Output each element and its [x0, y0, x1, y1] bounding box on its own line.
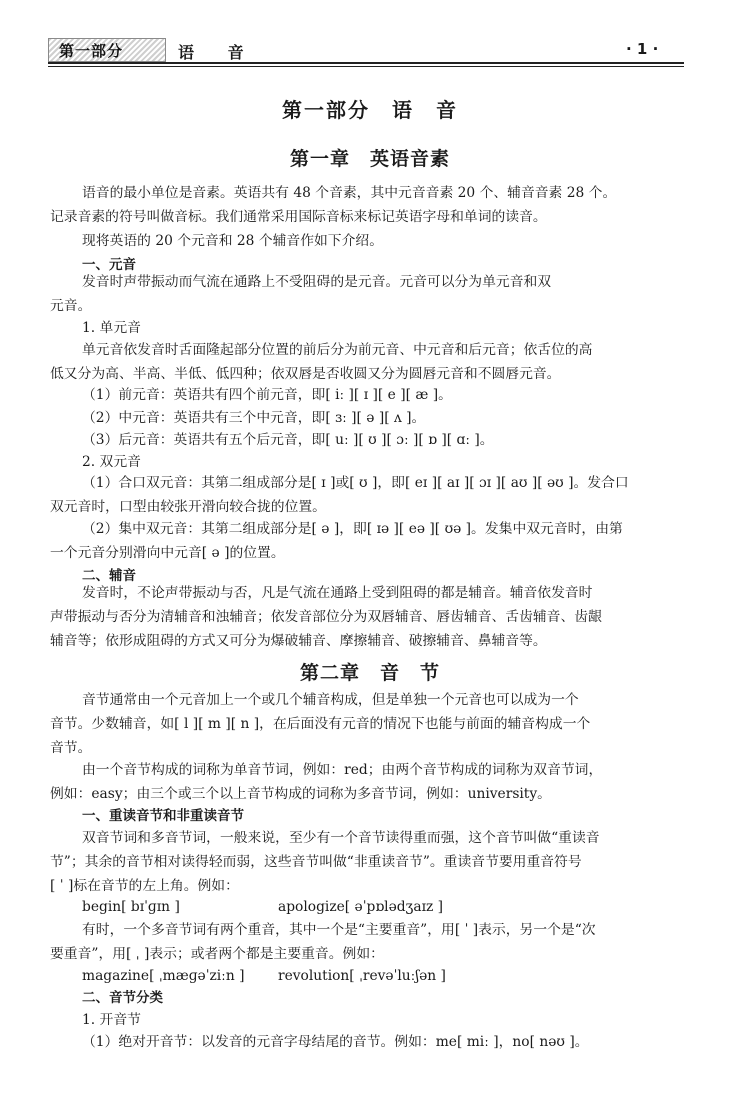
page-number: · 1 · [626, 40, 659, 58]
chapter-2-title: 第二章 音 节 [299, 662, 440, 684]
section-heading: 二、辅音 [82, 568, 136, 584]
body-line: （2）中元音：英语共有三个中元音，即[ ɜː ][ ə ][ ʌ ]。 [82, 410, 426, 426]
section-heading: 二、音节分类 [82, 990, 163, 1006]
header-rule-thin [48, 66, 684, 67]
body-line: （3）后元音：英语共有五个后元音，即[ uː ][ ʊ ][ ɔː ][ ɒ ][ ɑː ]。 [82, 432, 494, 448]
subsection-heading: 1. 开音节 [82, 1012, 141, 1028]
example-word: begin[ bɪˈɡɪn ] [82, 899, 180, 915]
example-word: apologize[ əˈpɒlədʒaɪz ] [278, 899, 444, 915]
section-heading: 一、重读音节和非重读音节 [82, 808, 244, 824]
body-line: 例如：easy；由三个或三个以上音节构成的词称为多音节词，例如：university。 [50, 786, 551, 802]
example-word: magazine[ ˌmæɡəˈziːn ] [82, 968, 245, 984]
body-line: （1）前元音：英语共有四个前元音，即[ iː ][ ɪ ][ e ][ æ ]。 [82, 387, 452, 403]
body-line: 记录音素的符号叫做音标。我们通常采用国际音标来标记英语字母和单词的读音。 [50, 209, 547, 225]
body-line: 要重音”，用[ ˌ ]表示；或者两个都是主要重音。例如： [50, 946, 384, 962]
body-line: 发音时声带振动而气流在通路上不受阻碍的是元音。元音可以分为单元音和双 [82, 274, 552, 290]
body-line: 音节。 [50, 740, 92, 756]
body-line: （2）集中双元音：其第二组成部分是[ ə ]，即[ ɪə ][ eə ][ ʊə ]。发集中双元音时，由第 [82, 521, 623, 537]
example-word: revolution[ ˌrevəˈluːʃən ] [278, 968, 446, 984]
running-header-tab-label: 第一部分 [59, 42, 124, 60]
body-line: 一个元音分别滑向中元音[ ə ]的位置。 [50, 545, 285, 561]
running-header-tab [48, 38, 166, 62]
subsection-heading: 2. 双元音 [82, 454, 141, 470]
body-line: [ ˈ ]标在音节的左上角。例如： [50, 878, 239, 894]
body-line: 音节。少数辅音，如[ l ][ m ][ n ]，在后面没有元音的情况下也能与前面的辅音构成一个 [50, 716, 591, 732]
body-line: 辅音等；依形成阻碍的方式又可分为爆破辅音、摩擦辅音、破擦辅音、鼻辅音等。 [50, 633, 547, 649]
subsection-heading: 1. 单元音 [82, 320, 141, 336]
body-line: 由一个音节构成的词称为单音节词，例如：red；由两个音节构成的词称为双音节词， [82, 762, 603, 778]
body-line: （1）绝对开音节：以发音的元音字母结尾的音节。例如：me[ miː ]，no[ nəʊ ]。 [82, 1034, 589, 1050]
body-line: 语音的最小单位是音素。英语共有 48 个音素，其中元音音素 20 个、辅音音素 28 个。 [82, 185, 617, 201]
header-rule-thick [48, 62, 684, 64]
chapter-1-title: 第一章 英语音素 [289, 148, 450, 170]
body-line: 双元音时，口型由较张开滑向较合拢的位置。 [50, 499, 326, 515]
body-line: 元音。 [50, 298, 92, 314]
body-line: 低又分为高、半高、半低、低四种；依双唇是否收圆又分为圆唇元音和不圆唇元音。 [50, 366, 561, 382]
body-line: 双音节词和多音节词，一般来说，至少有一个音节读得重而强，这个音节叫做“重读音 [82, 830, 600, 846]
section-heading: 一、元音 [82, 257, 136, 273]
body-line: 发音时，不论声带振动与否，凡是气流在通路上受到阻碍的都是辅音。辅音依发音时 [82, 585, 593, 601]
body-line: 单元音依发音时舌面隆起部分位置的前后分为前元音、中元音和后元音；依舌位的高 [82, 342, 593, 358]
body-line: 有时，一个多音节词有两个重音，其中一个是“主要重音”，用[ ˈ ]表示，另一个是“次 [82, 922, 596, 938]
body-line: 现将英语的 20 个元音和 28 个辅音作如下介绍。 [82, 233, 383, 249]
body-line: 音节通常由一个元音加上一个或几个辅音构成，但是单独一个元音也可以成为一个 [82, 692, 579, 708]
body-line: （1）合口双元音：其第二组成部分是[ ɪ ]或[ ʊ ]，即[ eɪ ][ aɪ ][ ɔɪ ][ aʊ ][ əʊ ]。发合口 [82, 475, 629, 491]
body-line: 声带振动与否分为清辅音和浊辅音；依发音部位分为双唇辅音、唇齿辅音、舌齿辅音、齿龈 [50, 609, 602, 625]
running-header-title: 语 音 [178, 43, 258, 62]
part-title: 第一部分 语 音 [282, 98, 458, 122]
body-line: 节”；其余的音节相对读得轻而弱，这些音节叫做“非重读音节”。重读音节要用重音符号 [50, 854, 582, 870]
